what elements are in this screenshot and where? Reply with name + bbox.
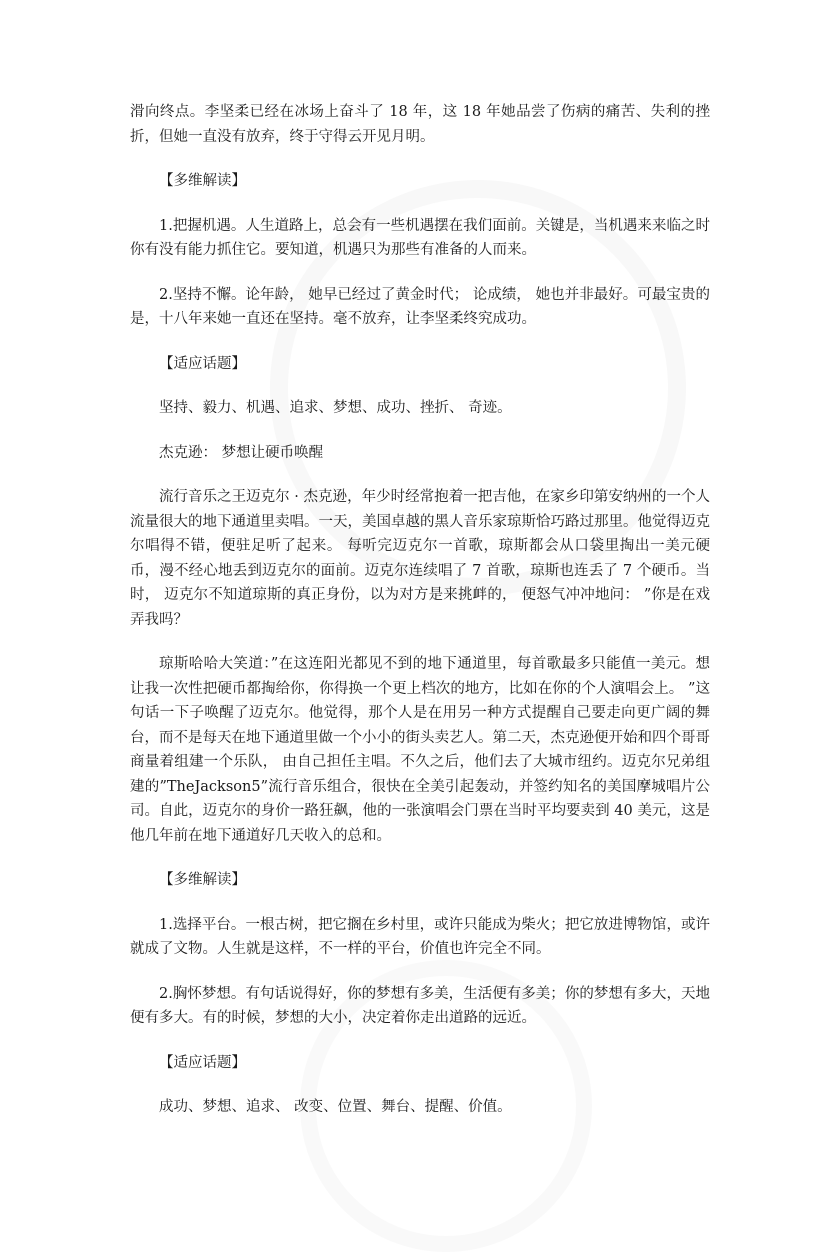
document-body — [130, 100, 710, 1140]
paragraph-continuation: 滑向终点。李坚柔已经在冰场上奋斗了 18 年，这 18 年她品尝了伤病的痛苦、失利的挫折，但她一直没有放弃，终于守得云开见月明。 — [130, 104, 710, 145]
paragraph-topics-2: 成功、梦想、追求、 改变、位置、舞台、提醒、价值。 — [159, 1099, 512, 1115]
story-title: 杰克逊： 梦想让硬币唤醒 — [159, 444, 324, 461]
paragraph-point-1: 1.把握机遇。人生道路上，总会有一些机遇摆在我们面前。关键是，当机遇来来临之时你有没有能力抓住它。要知道，机遇只为那些有准备的人而来。 — [130, 217, 710, 258]
section-heading-topics: 【适应话题】 — [159, 355, 246, 372]
paragraph-story-2: 琼斯哈哈大笑道：”在这连阳光都见不到的地下通道里，每首歌最多只能值一美元。想让我一次性把硬币都掏给你，你得换一个更上档次的地方，比如在你的个人演唱会上。 ”这句话一下子唤醒了迈克尔。他觉得，那个人是在用另一种方式提醒自己要走向更广阔的舞台，而不是每天在地下通道里做一个小小的街头卖艺人。第二天，杰克逊便开始和四个哥哥商量着组建一个乐队， 由自己担任主唱。不久之后，他们去了大城市纽约。迈克尔兄弟组建的”TheJackson5”流行音乐组合，很快在全美引起轰动，并签约知名的美国摩城唱片公司。自此，迈克尔的身价一路狂飙，他的一张演唱会门票在当时平均要卖到 40 美元，这是他几年前在地下通道好几天收入的总和。 — [130, 656, 710, 844]
section-heading-interpretation: 【多维解读】 — [159, 173, 246, 189]
paragraph-point-2b: 2.胸怀梦想。有句话说得好，你的梦想有多美，生活便有多美；你的梦想有多大，天地便有多大。有的时候，梦想的大小，决定着你走出道路的远近。 — [130, 985, 710, 1026]
section-heading-topics-2: 【适应话题】 — [159, 1054, 246, 1071]
paragraph-topics: 坚持、毅力、机遇、追求、梦想、成功、挫折、 奇迹。 — [159, 400, 512, 416]
paragraph-point-1b: 1.选择平台。一根古树，把它搁在乡村里，或许只能成为柴火；把它放进博物馆，或许就成了文物。人生就是这样，不一样的平台，价值也许完全不同。 — [130, 916, 710, 957]
paragraph-point-2: 2.坚持不懈。论年龄， 她早已经过了黄金时代； 论成绩， 她也并非最好。可最宝贵的是，十八年来她一直还在坚持。毫不放弃，让李坚柔终究成功。 — [130, 286, 710, 327]
paragraph-story-1: 流行音乐之王迈克尔 · 杰克逊，年少时经常抱着一把吉他，在家乡印第安纳州的一个人流量很大的地下通道里卖唱。一天，美国卓越的黑人音乐家琼斯恰巧路过那里。他觉得迈克尔唱得不错，便驻足听了起来。 每听完迈克尔一首歌，琼斯都会从口袋里掏出一美元硬币，漫不经心地丢到迈克尔的面前。迈克尔连续唱了 7 首歌，琼斯也连丢了 7 个硬币。当时， 迈克尔不知道琼斯的真正身份，以为对方是来挑衅的， 便怒气冲冲地问： ”你是在戏弄我吗？ — [130, 489, 710, 628]
section-heading-interpretation-2: 【多维解读】 — [159, 872, 246, 888]
